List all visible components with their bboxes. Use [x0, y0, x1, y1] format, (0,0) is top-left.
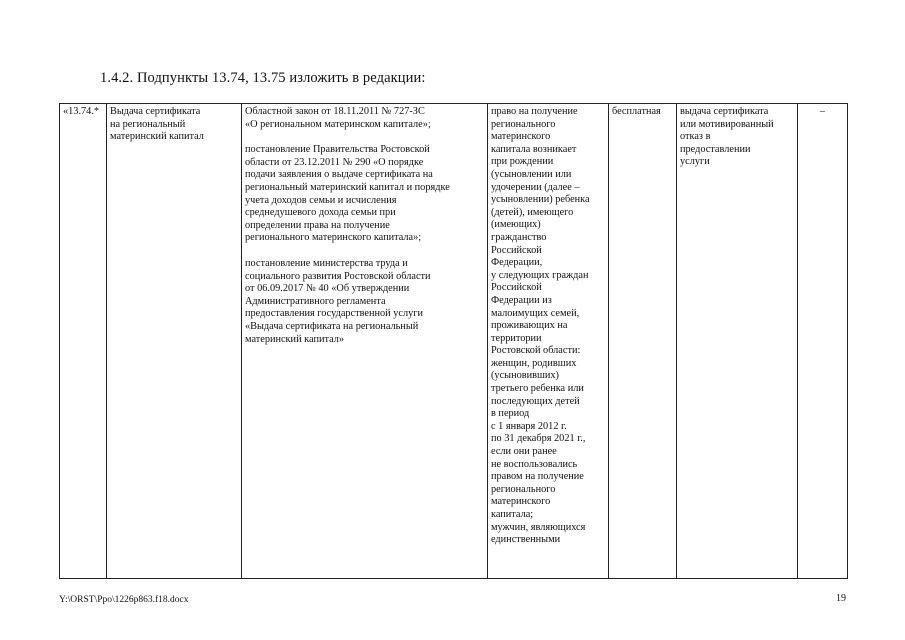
footer-page-number: 19 — [836, 593, 846, 604]
eligibility-cell — [488, 104, 609, 579]
legal-basis-government-decree: постановление Правительства Ростовской области от 23.12.2011 № 290 «О порядке подачи заявления о выдаче сертификата на региональный материнский капитал и порядке учета доходов семьи и исчисления среднедушевого дохода семьи при определении права на получение регионального материнского капитала»; — [245, 144, 450, 244]
note-cell — [798, 104, 848, 579]
legal-basis-ministry-decree: постановление министерства труда и социального развития Ростовской области от 06.09.2017 № 40 «Об утверждении Административного регламента предоставления государственной услуги «Выдача сертификата на региональный материнский капитал» — [245, 257, 431, 345]
item-number: «13.74.* — [63, 106, 100, 117]
service-name-cell — [107, 104, 242, 579]
eligibility-text: право на получение регионального материнского капитала возникает при рождении (усыновлении или удочерении (далее – усыновлении) ребенка (детей), имеющего (имеющих) гражданство Российской Федерации, у следующих граждан Российской Федерации из малоимущих семей, проживающих на территории Ростовской области: женщин, родивших (усыновивших) третьего ребенка или последующих детей в период с 1 января 2012 г. по 31 декабря 2021 г., если они ранее не воспользовались правом на получение регионального материнского капитала; мужчин, являющихся единственными — [491, 106, 590, 546]
service-name: Выдача сертификата на региональный материнский капитал — [110, 106, 204, 143]
table-row — [60, 104, 848, 579]
result-text: выдача сертификата или мотивированный отказ в предоставлении услуги — [680, 106, 774, 168]
note-dash: – — [819, 106, 826, 117]
result-cell — [677, 104, 798, 579]
footer-file-path: Y:\ORST\Ppo\1226p863.f18.docx — [59, 595, 189, 605]
item-number-cell — [60, 104, 107, 579]
section-heading: 1.4.2. Подпункты 13.74, 13.75 изложить в редакции: — [100, 70, 426, 86]
legal-basis-cell — [242, 104, 488, 579]
payment-text: бесплатная — [612, 106, 661, 117]
payment-cell — [609, 104, 677, 579]
legal-basis-law: Областной закон от 18.11.2011 № 727-ЗС «О региональном материнском капитале»; — [245, 106, 431, 130]
services-table — [59, 103, 848, 579]
